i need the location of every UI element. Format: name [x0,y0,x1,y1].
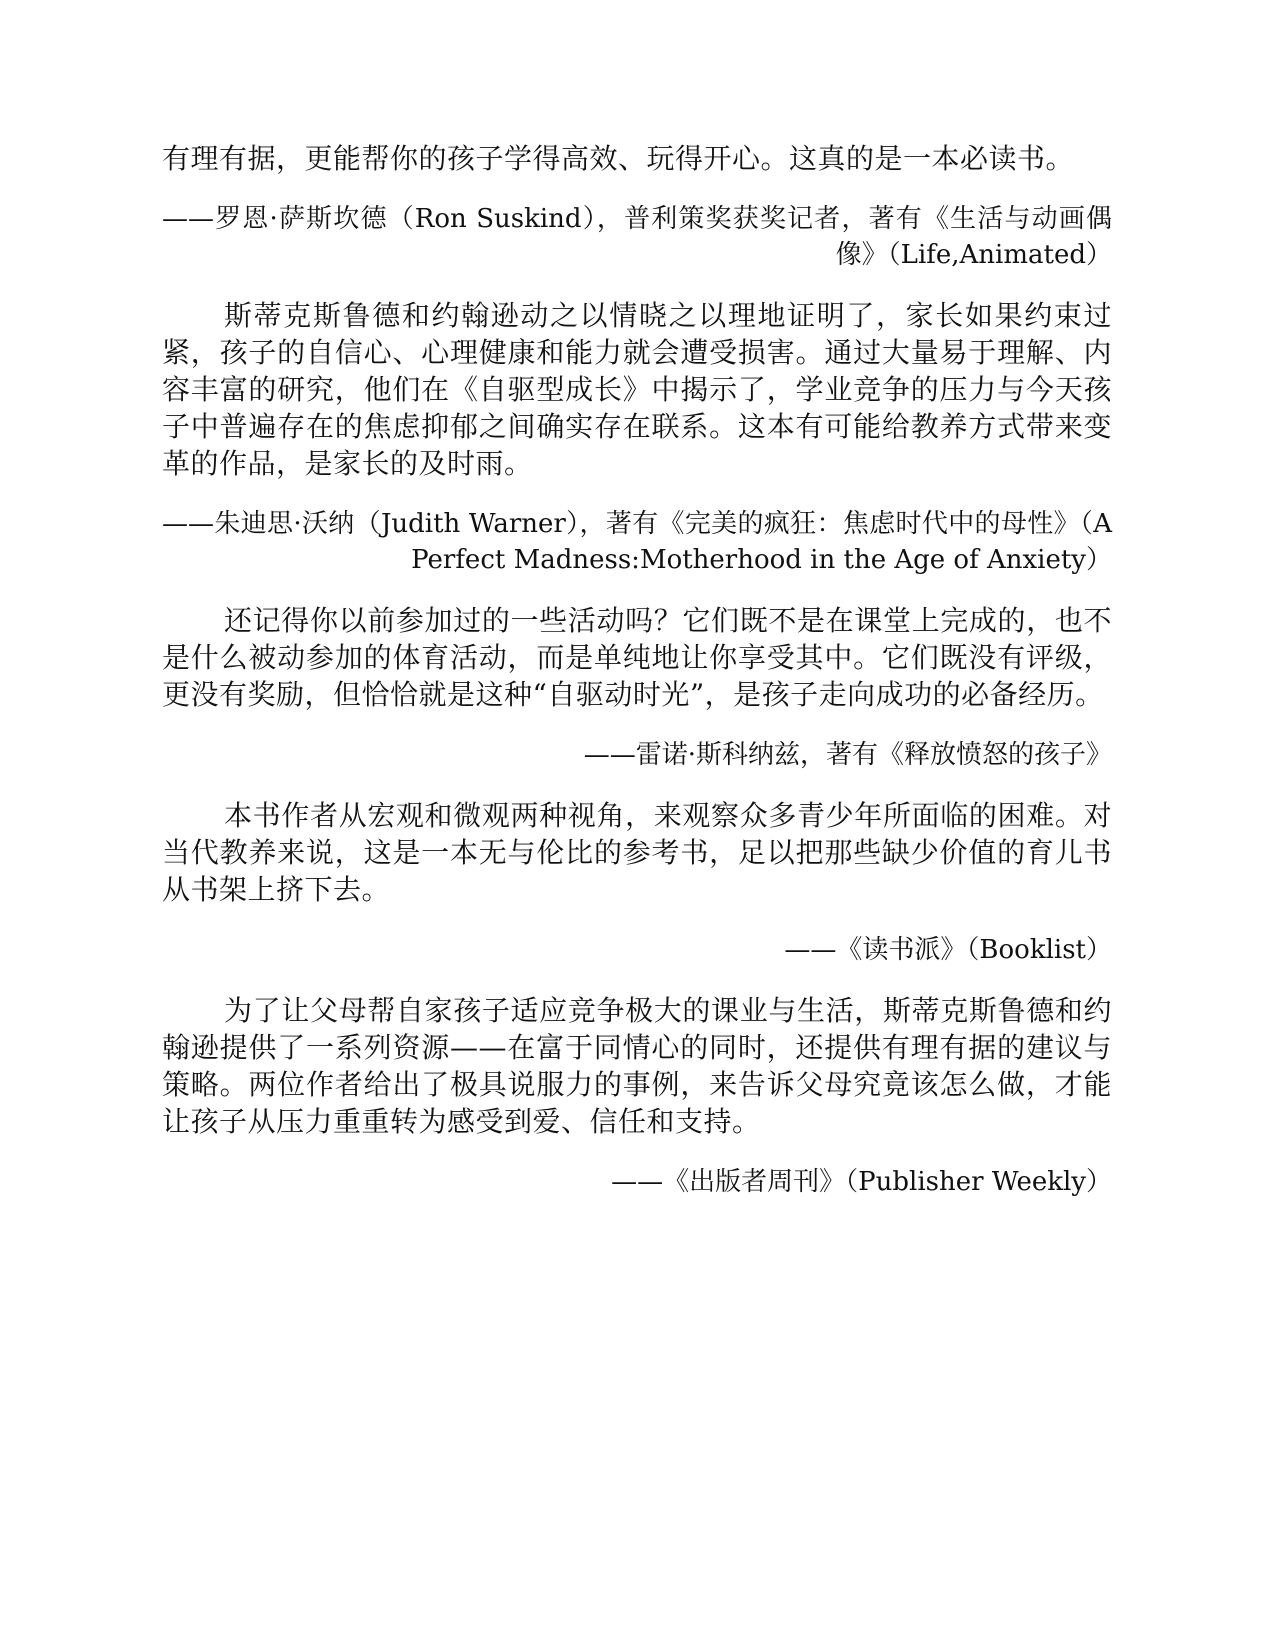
quote-paragraph: 还记得你以前参加过的一些活动吗？它们既不是在课堂上完成的，也不是什么被动参加的体育活动，而是单纯地让你享受其中。它们既没有评级，更没有奖励，但恰恰就是这种“自驱动时光”，是孩子走向成功的必备经历。 [162,604,1112,711]
quote-attribution: ——朱迪思·沃纳（Judith Warner），著有《完美的疯狂：焦虑时代中的母性》（A Perfect Madness:Motherhood in the Age of Anxiety） [162,509,1112,575]
quote-paragraph: 本书作者从宏观和微观两种视角，来观察众多青少年所面临的困难。对当代教养来说，这是一本无与伦比的参考书，足以把那些缺少价值的育儿书从书架上挤下去。 [162,799,1112,906]
quote-attribution: ——罗恩·萨斯坎德（Ron Suskind），普利策奖获奖记者，著有《生活与动画偶像》（Life,Animated） [162,204,1112,270]
quote-paragraph: 有理有据，更能帮你的孩子学得高效、玩得开心。这真的是一本必读书。 [162,142,1075,175]
quote-paragraph: 为了让父母帮自家孩子适应竞争极大的课业与生活，斯蒂克斯鲁德和约翰逊提供了一系列资源——在富于同情心的同时，还提供有理有据的建议与策略。两位作者给出了极具说服力的事例，来告诉父母究竟该怎么做，才能让孩子从压力重重转为感受到爱、信任和支持。 [162,994,1112,1138]
quote-attribution: ——《出版者周刊》（Publisher Weekly） [611,1167,1112,1197]
page-body [162,140,1112,1200]
quote-attribution: ——雷诺·斯科纳兹，著有《释放愤怒的孩子》 [583,740,1112,770]
quote-attribution: ——《读书派》（Booklist） [784,935,1112,965]
quote-paragraph: 斯蒂克斯鲁德和约翰逊动之以情晓之以理地证明了，家长如果约束过紧，孩子的自信心、心理健康和能力就会遭受损害。通过大量易于理解、内容丰富的研究，他们在《自驱型成长》中揭示了，学业竞争的压力与今天孩子中普遍存在的焦虑抑郁之间确实存在联系。这本有可能给教养方式带来变革的作品，是家长的及时雨。 [162,299,1112,480]
